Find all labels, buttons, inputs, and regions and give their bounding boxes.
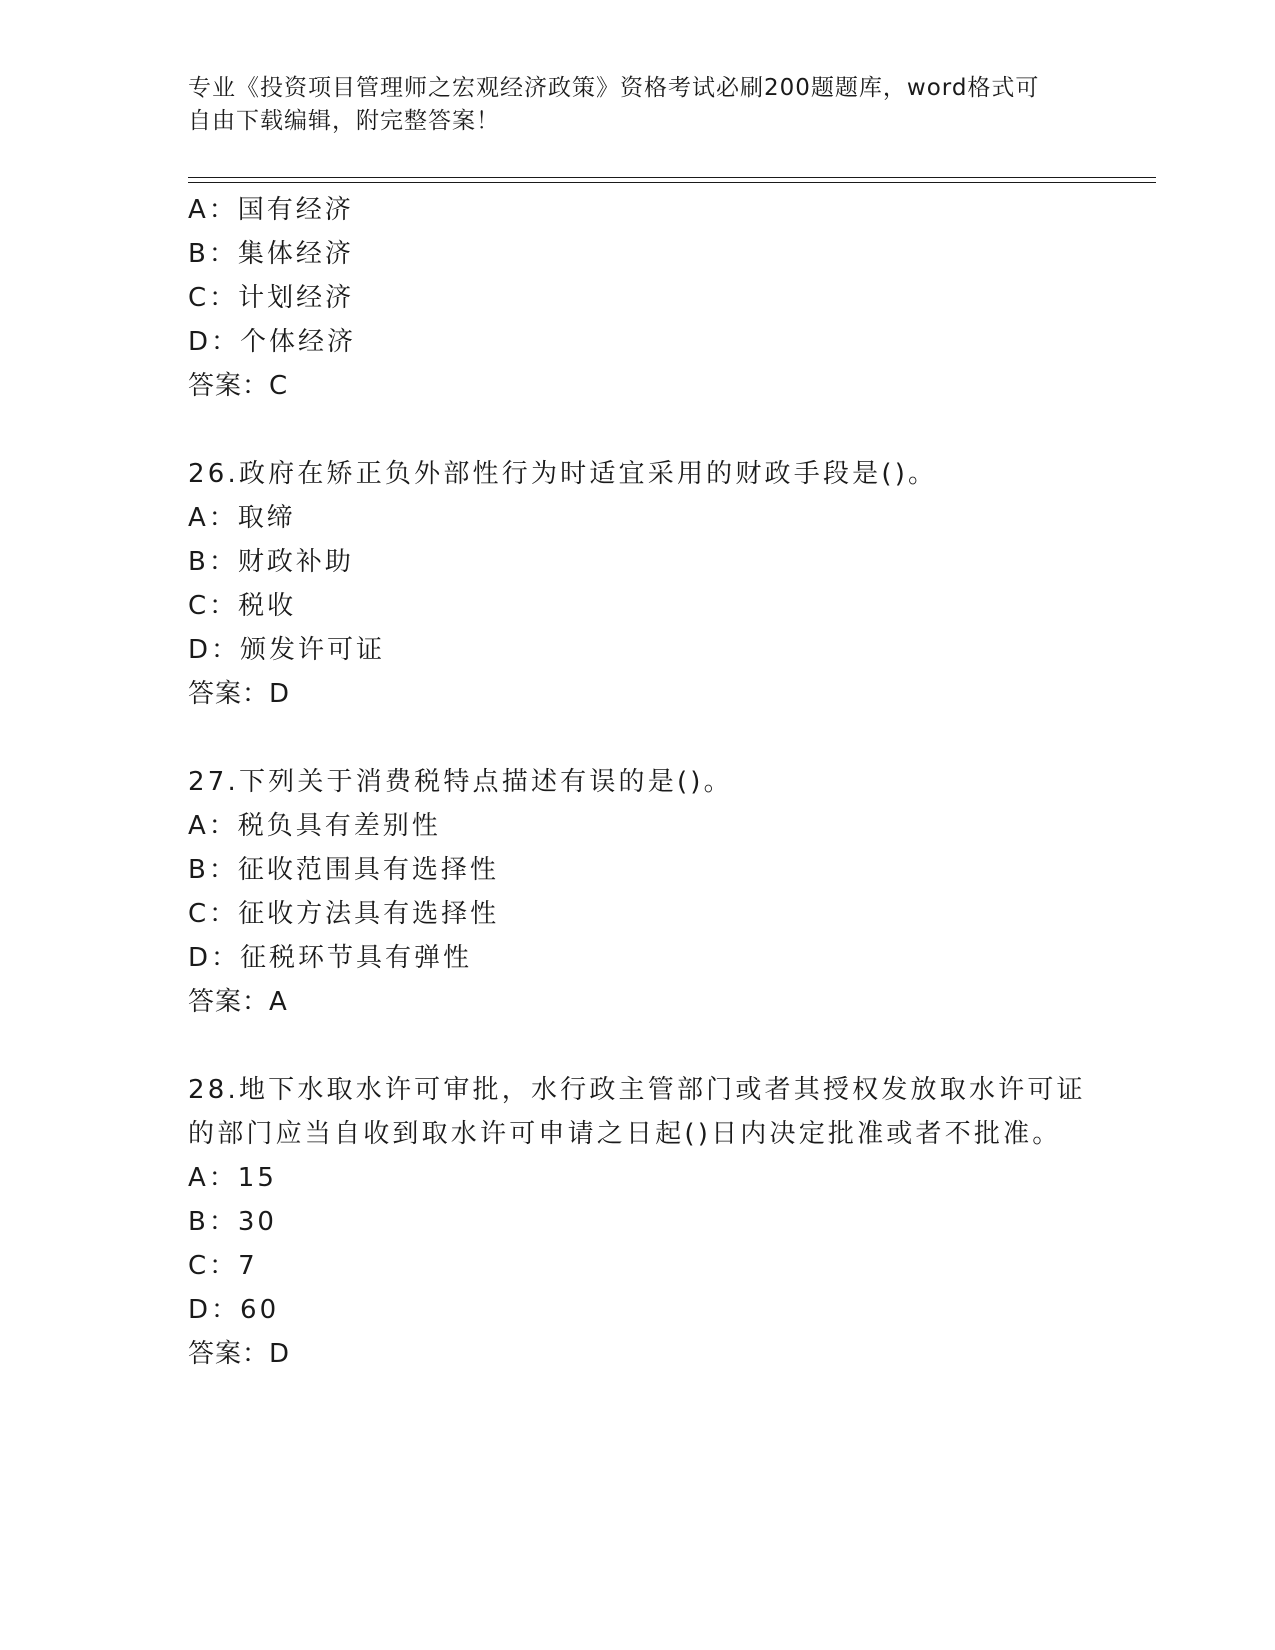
q26-option-c: C：税收 (188, 591, 297, 621)
header-divider-top (188, 177, 1156, 178)
q25-answer: 答案：C (188, 371, 289, 401)
q25-option-b: B：集体经济 (188, 239, 354, 269)
q26-answer: 答案：D (188, 679, 291, 709)
q25-option-a: A：国有经济 (188, 195, 354, 225)
q26-option-b: B：财政补助 (188, 547, 354, 577)
q27-option-b: B：征收范围具有选择性 (188, 855, 499, 885)
header-line-2: 自由下载编辑，附完整答案！ (188, 108, 500, 134)
q27-option-d: D：征税环节具有弹性 (188, 943, 473, 973)
q28-option-b: B：30 (188, 1207, 277, 1237)
q25-option-d: D：个体经济 (188, 327, 357, 357)
q28-option-a: A：15 (188, 1163, 277, 1193)
q28-option-c: C：7 (188, 1251, 258, 1281)
q28-answer: 答案：D (188, 1339, 291, 1369)
document-header (188, 72, 1088, 138)
q25-option-c: C：计划经济 (188, 283, 355, 313)
q27-option-c: C：征收方法具有选择性 (188, 899, 500, 929)
q26-option-a: A：取缔 (188, 503, 296, 533)
q27-answer: 答案：A (188, 987, 288, 1017)
header-divider-bottom (188, 182, 1156, 183)
q27-option-a: A：税负具有差别性 (188, 811, 441, 841)
header-line-1: 专业《投资项目管理师之宏观经济政策》资格考试必刷200题题库，word格式可 (188, 75, 1040, 101)
q27-stem: 27.下列关于消费税特点描述有误的是()。 (188, 767, 733, 797)
q28-option-d: D：60 (188, 1295, 280, 1325)
q26-stem: 26.政府在矫正负外部性行为时适宜采用的财政手段是()。 (188, 459, 938, 489)
q26-option-d: D：颁发许可证 (188, 635, 386, 665)
q28-stem-line-1: 28.地下水取水许可审批，水行政主管部门或者其授权发放取水许可证 (188, 1075, 1086, 1105)
q28-stem-line-2: 的部门应当自收到取水许可申请之日起()日内决定批准或者不批准。 (188, 1119, 1062, 1149)
